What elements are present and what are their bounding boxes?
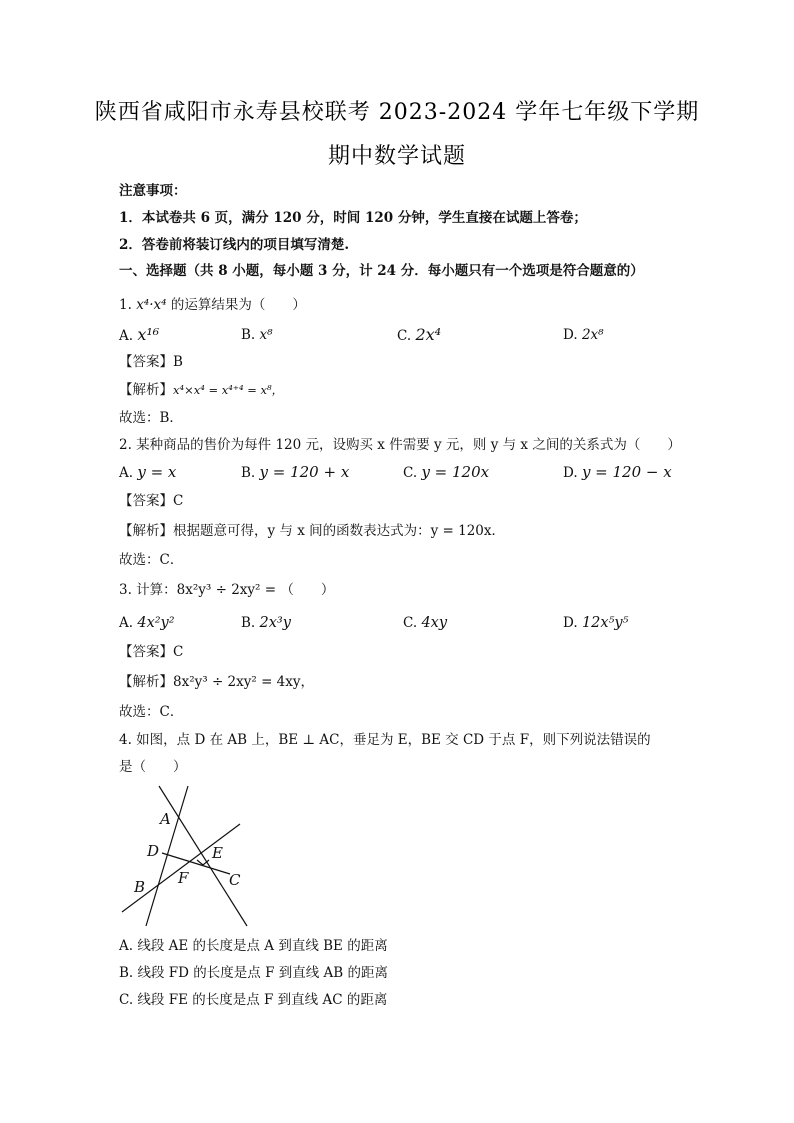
notes-item-1: 1．本试卷共 6 页，满分 120 分，时间 120 分钟，学生直接在试题上答卷； [119,210,587,226]
q3-answer: 【答案】C [119,644,184,660]
line-be [122,824,240,912]
q2-option-c-label: C. [403,465,418,481]
label-f: F [178,869,189,887]
q3-option-c [403,614,447,632]
q2-option-b-label: B. [241,465,256,481]
q3-option-c-label: C. [403,615,418,631]
q2-analysis: 【解析】根据题意可得，y 与 x 间的函数表达式为：y = 120x． [119,523,506,539]
label-d: D [147,842,160,860]
q2-answer: 【答案】C [119,493,184,509]
q1-option-d-label: D. [563,327,578,343]
q1-analysis-label: 【解析】 [119,382,173,398]
q3-stem: 3. 计算：8x²y³ ÷ 2xy² = （ ） [119,582,335,598]
q2-option-b [241,463,349,482]
notes-item-2: 2．答卷前将装订线内的项目填写清楚. [119,237,350,253]
title-line-1: 陕西省咸阳市永寿县校联考 2023-2024 学年七年级下学期 [94,100,700,125]
q2-option-d [563,463,672,482]
q3-option-b [241,614,291,632]
q2-option-a [119,463,176,482]
q1-option-a [119,326,159,345]
q4-stem-line-1: 4. 如图，点 D 在 AB 上，BE ⊥ AC，垂足为 E，BE 交 CD 于点 F，则下列说法错误的 [119,732,651,748]
label-c: C [229,871,241,889]
q4-geometry-figure [112,780,262,930]
q1-option-c [397,326,441,345]
q1-option-a-label: A. [119,328,134,344]
q1-option-c-value: 2x⁴ [415,325,442,344]
q3-option-a [119,614,175,632]
q1-analysis [119,381,283,399]
q3-analysis: 【解析】8x²y³ ÷ 2xy² = 4xy， [119,674,315,690]
q1-stem [119,296,306,314]
q1-number: 1. [119,297,132,313]
q3-option-a-value: 4x²y² [137,615,175,631]
q3-option-a-label: A. [119,615,134,631]
q3-option-b-value: 2x³y [259,615,291,631]
q3-option-d [563,614,628,632]
q4-option-b: B. 线段 FD 的长度是点 F 到直线 AB 的距离 [119,965,388,981]
notes-heading: 注意事项： [119,183,187,199]
q2-stem: 2. 某种商品的售价为每件 120 元，设购买 x 件需要 y 元，则 y 与 x 之间的关系式为（ ） [119,437,681,453]
label-a: A [160,810,171,828]
label-b: B [134,878,146,896]
q2-option-c-value: y = 120x [421,463,490,481]
q3-conclusion: 故选：C． [119,704,184,720]
q2-option-c [403,463,489,482]
section-1-heading: 一、选择题（共 8 小题，每小题 3 分，计 24 分．每小题只有一个选项是符合题意的） [119,263,644,279]
q1-analysis-expression: x⁴×x⁴ = x⁴⁺⁴ = x⁸， [173,383,284,397]
title-line-2: 期中数学试题 [327,144,466,169]
q2-option-a-value: y = x [137,463,177,481]
q1-stem-text: 的运算结果为（ ） [170,297,306,313]
q1-expression: x⁴·x⁴ [136,297,167,313]
q1-option-d-value: 2x⁸ [581,327,604,343]
q1-conclusion: 故选：B． [119,410,183,426]
q2-option-b-value: y = 120 + x [259,463,350,481]
q1-option-b-value: x⁸ [259,327,273,343]
q3-option-d-label: D. [563,615,578,631]
q3-option-c-value: 4xy [421,615,448,631]
q2-conclusion: 故选：C． [119,552,184,568]
q1-option-d [563,326,604,344]
q4-option-a: A. 线段 AE 的长度是点 A 到直线 BE 的距离 [119,938,388,954]
q3-option-d-value: 12x⁵y⁵ [581,615,629,631]
q3-option-b-label: B. [241,615,256,631]
q1-option-a-value: x¹⁶ [137,325,160,344]
q1-option-b-label: B. [241,327,256,343]
q1-answer: 【答案】B [119,354,183,370]
q2-option-d-label: D. [563,465,578,481]
q1-option-b [241,326,273,344]
q2-option-a-label: A. [119,465,134,481]
q1-option-c-label: C. [397,328,412,344]
q4-stem-line-2: 是（ ） [119,759,187,775]
label-e: E [212,844,223,862]
q2-option-d-value: y = 120 − x [581,463,672,481]
q4-option-c: C. 线段 FE 的长度是点 F 到直线 AC 的距离 [119,992,388,1008]
